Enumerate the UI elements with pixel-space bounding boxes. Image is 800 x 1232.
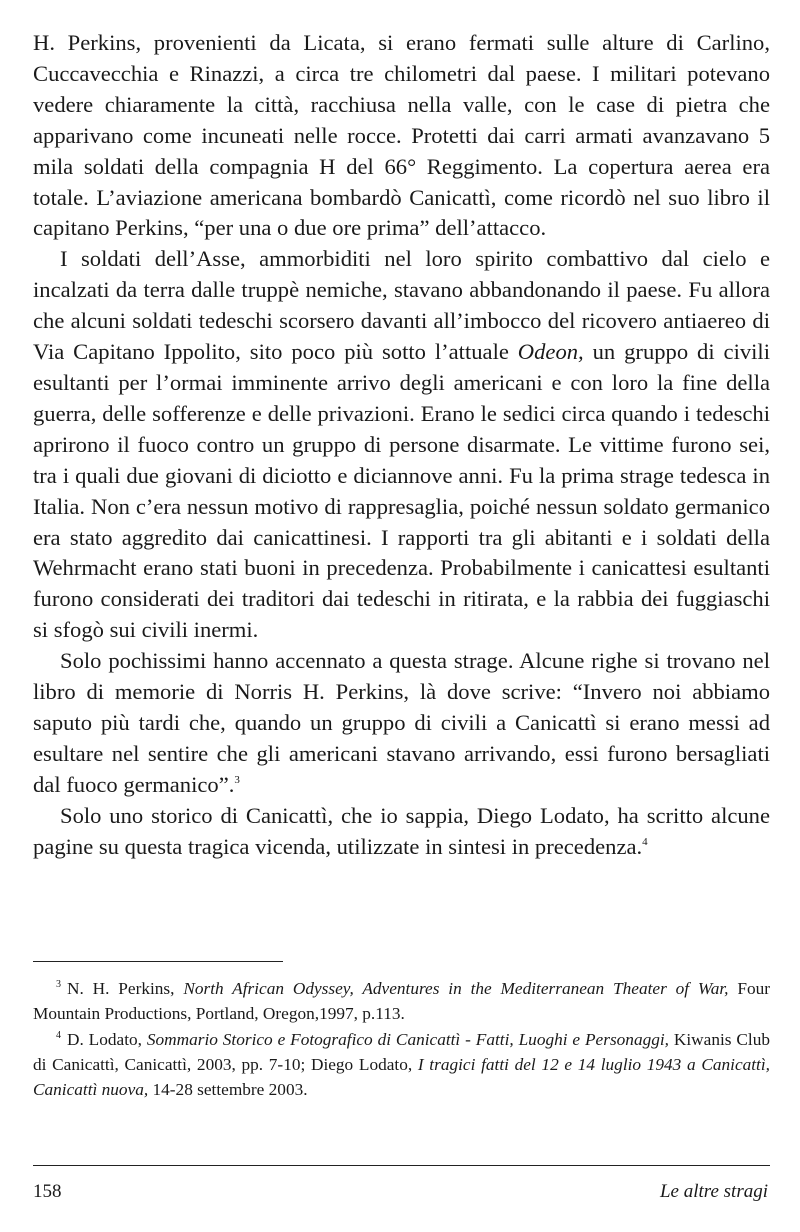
body-text <box>33 28 770 862</box>
paragraph-4: Solo uno storico di Canicattì, che io sappia, Diego Lodato, ha scritto alcune pagine su questa tragica vicenda, utilizzate in sintesi in precedenza.$^4$ <box>33 802 770 859</box>
footnote-mark: 3 <box>56 979 61 990</box>
paragraph-2: I soldati dell’Asse, ammorbiditi nel loro spirito combattivo dal cielo e incalzati da terra dalle truppè nemiche, stavano abbandonando il paese. Fu allora che alcuni soldati tedeschi scorsero davanti all’imbocco del ricovero antiaereo di Via Capitano Ippolito, sito poco più sotto l’attuale Odeon, un gruppo di civili esultanti per l’ormai imminente arrivo degli americani e con loro la fine della guerra, delle sofferenze e delle privazioni. Erano le sedici circa quando i tedeschi aprirono il fuoco contro un gruppo di persone disarmate. Le vittime furono sei, tra i quali due giovani di diciotto e diciannove anni. Fu la prima strage tedesca in Italia. Non c’era nessun motivo di rappresaglia, poiché nessun soldato germanico era stato aggredito dai canicattinesi. I rapporti tra gli abitanti e i soldati della Wehrmacht erano stati buoni in precedenza. Probabilmente i canicattesi esultanti furono considerati dei traditori dai tedeschi in ritirata, e la rabbia dei fuggiaschi si sfogò sui civili inermi. <box>33 246 770 643</box>
footnote-ref-3[interactable]: 3 <box>234 773 240 786</box>
footer-divider <box>33 1165 770 1166</box>
footnotes <box>33 976 770 1102</box>
running-title: Le altre stragi <box>659 1181 768 1202</box>
italic-odeon: Odeon, <box>517 339 584 365</box>
footnote-mark: 4 <box>56 1029 61 1041</box>
page-number: 158 <box>33 1181 62 1202</box>
footnote-ref-4[interactable]: 4 <box>642 835 648 848</box>
footnote-4: $^4$ D. Lodato, Sommario Storico e Fotografico di Canicattì - Fatti, Luoghi e Personaggi, Kiwanis Club di Canicattì, Canicattì, 2003, pp. 7-10; Diego Lodato, I tragici fatti del 12 e 14 luglio 1943 a Canicattì, Canicattì nuova, 14-28 settembre 2003. <box>33 1029 770 1100</box>
footnote-divider <box>33 961 283 962</box>
footnote-3: $^3$ N. H. Perkins, North African Odyssey, Adventures in the Mediterranean Theater of War, Four Mountain Productions, Portland, Oregon,1997, p.113. <box>33 979 770 1024</box>
paragraph-3: Solo pochissimi hanno accennato a questa strage. Alcune righe si trovano nel libro di memorie di Norris H. Perkins, là dove scrive: “Invero noi abbiamo saputo più tardi che, quando un gruppo di civili a Canicattì si erano messi ad esultare nel sentire che gli americani stavano arrivando, essi furono bersagliati dal fuoco germanico”.$^3$ <box>33 648 770 797</box>
paragraph-1: H. Perkins, provenienti da Licata, si erano fermati sulle alture di Carlino, Cuccavecchia e Rinazzi, a circa tre chilometri dal paese. I militari potevano vedere chiaramente la città, racchiusa nella valle, con le case di pietra che apparivano come incuneati nelle rocce. Protetti dai carri armati avanzavano 5 mila soldati della compagnia H del 66° Reggimento. La copertura aerea era totale. L’aviazione americana bombardò Canicattì, come ricordò nel suo libro il capitano Perkins, “per una o due ore prima” dell’attacco. <box>33 30 770 241</box>
